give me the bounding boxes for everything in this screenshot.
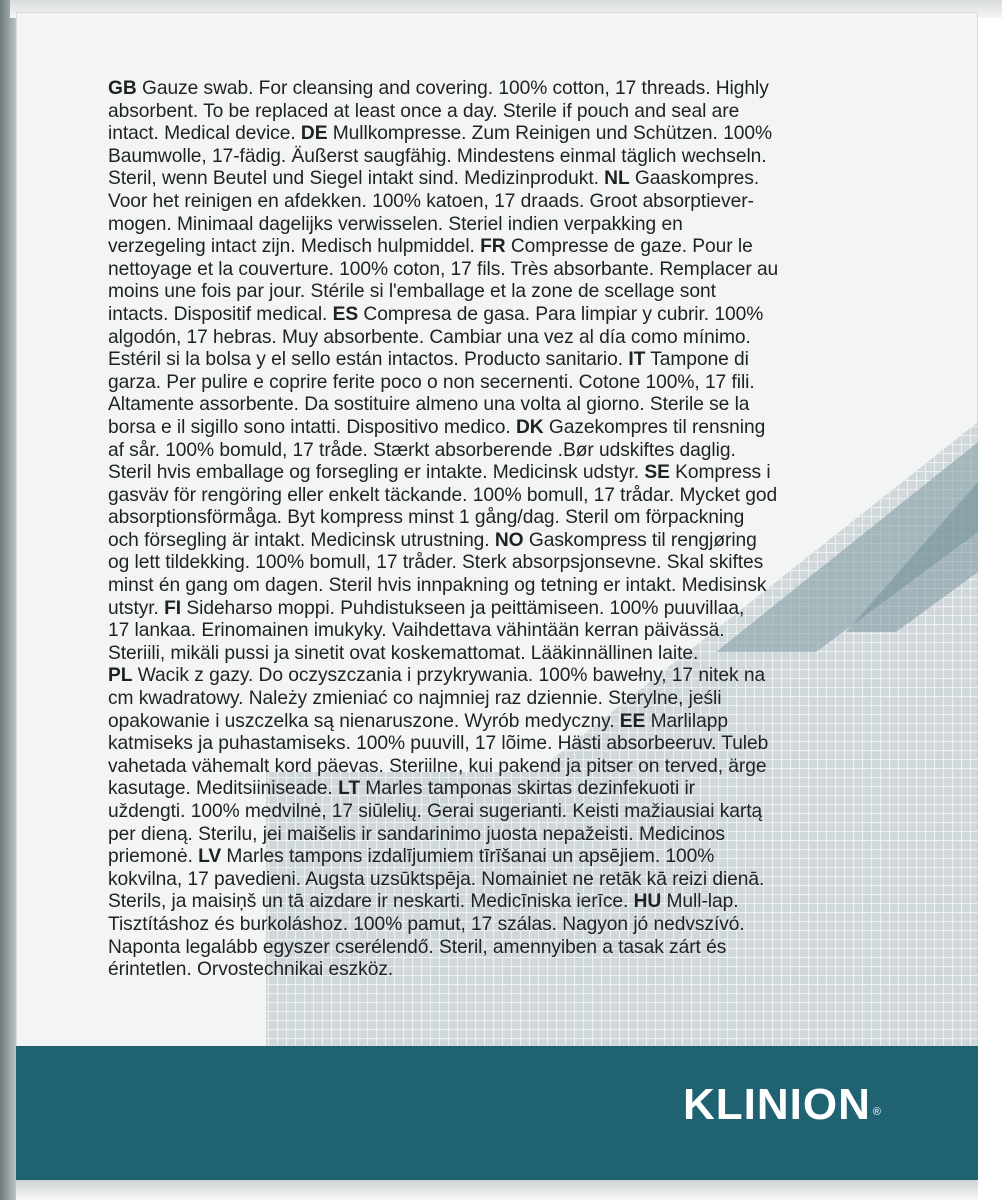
text-line <box>108 327 938 350</box>
text-segment: mogen. Minimaal dagelijks verwisselen. Steriel indien verpakking en <box>108 213 683 235</box>
text-segment: kokvilna, 17 pavedieni. Augsta uzsūktspēja. Nomainiet ne retāk kā reizi dienā. <box>108 868 765 890</box>
text-line <box>108 575 938 598</box>
text-segment: nettoyage et la couverture. 100% coton, 17 fils. Très absorbante. Remplacer au <box>108 258 779 280</box>
text-line <box>108 191 938 214</box>
text-segment: opakowanie i uszczelka są nienaruszone. Wyrób medyczny. <box>108 710 620 732</box>
text-line <box>108 733 938 756</box>
text-line <box>108 846 938 869</box>
text-segment: Voor het reinigen en afdekken. 100% katoen, 17 draads. Groot absorptiever- <box>108 190 754 212</box>
language-code: EE <box>619 710 646 732</box>
language-code: FI <box>164 597 182 619</box>
text-segment: utstyr. <box>108 597 165 619</box>
text-segment: Marles tampons izdalījumiem tīrīšanai un apsējiem. 100% <box>221 846 715 868</box>
text-segment: Compresse de gaze. Pour le <box>505 236 753 258</box>
text-segment: Gazekompres til rensning <box>543 416 766 438</box>
language-code: GB <box>108 78 137 99</box>
text-segment: Altamente assorbente. Da sostituire almeno una volta al giorno. Sterile se la <box>108 394 750 416</box>
text-line <box>108 462 938 485</box>
text-segment: priemonė. <box>108 846 199 868</box>
text-segment: Kompress i <box>669 462 771 484</box>
text-segment: minst én gang om dagen. Steril hvis innpakning og tetning er intakt. Medisinsk <box>108 575 767 597</box>
text-segment: Gaaskompres. <box>629 168 760 190</box>
text-line <box>108 372 938 395</box>
text-segment: Compresa de gasa. Para limpiar y cubrir. 100% <box>358 303 764 325</box>
text-segment: Tisztításhoz és burkoláshoz. 100% pamut, 17 szálas. Nagyon jó nedvszívó. <box>108 913 745 935</box>
text-segment: Estéril si la bolsa y el sello están intactos. Producto sanitario. <box>108 349 629 371</box>
text-line <box>108 824 938 847</box>
text-segment: absorbent. To be replaced at least once a day. Sterile if pouch and seal are <box>108 100 740 122</box>
text-line <box>108 756 938 779</box>
text-segment: Mullkompresse. Zum Reinigen und Schützen. 100% <box>327 123 772 145</box>
text-segment: Sterils, ja maisiņš un tā aizdare ir neskarti. Medicīniska ierīce. <box>108 891 634 913</box>
box-bottom-edge <box>16 1180 978 1200</box>
text-segment: af sår. 100% bomuld, 17 tråde. Stærkt absorberende .Bør udskiftes daglig. <box>108 439 736 461</box>
text-segment: Naponta legalább egyszer cserélendő. Steril, amennyiben a tasak zárt és <box>108 936 727 958</box>
text-line <box>108 665 938 688</box>
text-line <box>108 281 938 304</box>
language-code: ES <box>332 303 359 325</box>
text-line <box>108 801 938 824</box>
text-line <box>108 101 938 124</box>
language-code: DK <box>515 416 544 438</box>
text-line <box>108 214 938 237</box>
text-line <box>108 620 938 643</box>
text-segment: katmiseks ja puhastamiseks. 100% puuvill, 17 lõime. Hästi absorbeeruv. Tuleb <box>108 733 769 755</box>
text-segment: gasväv för rengöring eller enkelt täckande. 100% bomull, 17 trådar. Mycket god <box>108 484 778 506</box>
text-segment: 17 lankaa. Erinomainen imukyky. Vaihdettava vähintään kerran päivässä. <box>108 620 725 642</box>
text-line <box>108 959 938 982</box>
text-segment: garza. Per pulire e coprire ferite poco o non secernenti. Cotone 100%, 17 fili. <box>108 371 755 393</box>
text-line <box>108 259 938 282</box>
text-line <box>108 598 938 621</box>
text-line <box>108 914 938 937</box>
text-segment: og lett tildekking. 100% bomull, 17 tråder. Sterk absorpsjonsevne. Skal skiftes <box>108 552 764 574</box>
language-code: FR <box>480 236 506 258</box>
language-code: IT <box>628 349 646 371</box>
text-segment: borsa e il sigillo sono intatti. Dispositivo medico. <box>108 416 516 438</box>
text-line <box>108 349 938 372</box>
language-code: LT <box>338 778 361 800</box>
text-line <box>108 168 938 191</box>
language-code: HU <box>633 891 662 913</box>
text-line <box>108 236 938 259</box>
text-line <box>108 937 938 960</box>
text-line <box>108 711 938 734</box>
package-face <box>16 12 978 1180</box>
multilingual-product-description <box>108 78 938 982</box>
text-line <box>108 146 938 169</box>
text-segment: Baumwolle, 17-fädig. Äußerst saugfähig. Mindestens einmal täglich wechseln. <box>108 145 767 167</box>
text-segment: vahetada vähemalt kord päevas. Steriilne, kui pakend ja pitser on terved, ärge <box>108 755 767 777</box>
language-code: PL <box>108 665 133 687</box>
text-segment: Steril, wenn Beutel und Siegel intakt sind. Medizinprodukt. <box>108 168 605 190</box>
text-line <box>108 778 938 801</box>
text-line <box>108 417 938 440</box>
text-line <box>108 643 938 666</box>
text-segment: moins une fois par jour. Stérile si l'emballage et la zone de scellage sont <box>108 281 716 303</box>
text-line <box>108 78 938 101</box>
text-segment: per dieną. Sterilu, jei maišelis ir sandarinimo juosta nepažeisti. Medicinos <box>108 823 725 845</box>
text-segment: Steril hvis emballage og forsegling er intakte. Medicinsk udstyr. <box>108 462 645 484</box>
text-segment: Marles tamponas skirtas dezinfekuoti ir <box>360 778 696 800</box>
text-line <box>108 869 938 892</box>
text-segment: verzegeling intact zijn. Medisch hulpmiddel. <box>108 236 481 258</box>
language-code: LV <box>198 846 222 868</box>
text-line <box>108 394 938 417</box>
text-segment: intacts. Dispositif medical. <box>108 303 333 325</box>
text-line <box>108 507 938 530</box>
text-line <box>108 530 938 553</box>
text-line <box>108 688 938 711</box>
text-segment: uždengti. 100% medvilnė, 17 siūlelių. Gerai sugerianti. Keisti mažiausiai kartą <box>108 801 763 822</box>
text-segment: Mull-lap. <box>661 891 739 913</box>
text-line <box>108 891 938 914</box>
text-segment: érintetlen. Orvostechnikai eszköz. <box>108 959 394 981</box>
text-segment: Wacik z gazy. Do oczyszczania i przykrywania. 100% bawełny, 17 nitek na <box>132 665 766 687</box>
text-segment: Tampone di <box>645 349 749 371</box>
language-code: SE <box>644 462 670 484</box>
text-segment: Sideharso moppi. Puhdistukseen ja peittämiseen. 100% puuvillaa, <box>181 597 745 619</box>
text-line <box>108 552 938 575</box>
text-segment: algodón, 17 hebras. Muy absorbente. Cambiar una vez al día como mínimo. <box>108 326 751 348</box>
text-line <box>108 485 938 508</box>
text-line <box>108 440 938 463</box>
text-line <box>108 304 938 327</box>
registered-mark: ® <box>872 1106 882 1118</box>
text-segment: Gaskompress til rengjøring <box>523 529 757 551</box>
text-segment: kasutage. Meditsiiniseade. <box>108 778 339 800</box>
text-line <box>108 123 938 146</box>
text-segment: absorptionsförmåga. Byt kompress minst 1 gång/dag. Steril om förpackning <box>108 507 745 529</box>
text-segment: intact. Medical device. <box>108 123 301 145</box>
text-segment: cm kwadratowy. Należy zmieniać co najmniej raz dziennie. Sterylne, jeśli <box>108 688 722 710</box>
klinion-logo: KLINION ® <box>683 1080 882 1129</box>
text-segment: Steriili, mikäli pussi ja sinetit ovat koskemattomat. Lääkinnällinen laite. <box>108 642 699 664</box>
language-code: DE <box>300 123 328 145</box>
text-segment: och försegling är intakt. Medicinsk utrustning. <box>108 529 495 551</box>
text-segment: Marlilapp <box>645 710 728 732</box>
language-code: NO <box>494 529 524 551</box>
language-code: NL <box>604 168 630 190</box>
text-segment: Gauze swab. For cleansing and covering. 100% cotton, 17 threads. Highly <box>136 78 769 99</box>
